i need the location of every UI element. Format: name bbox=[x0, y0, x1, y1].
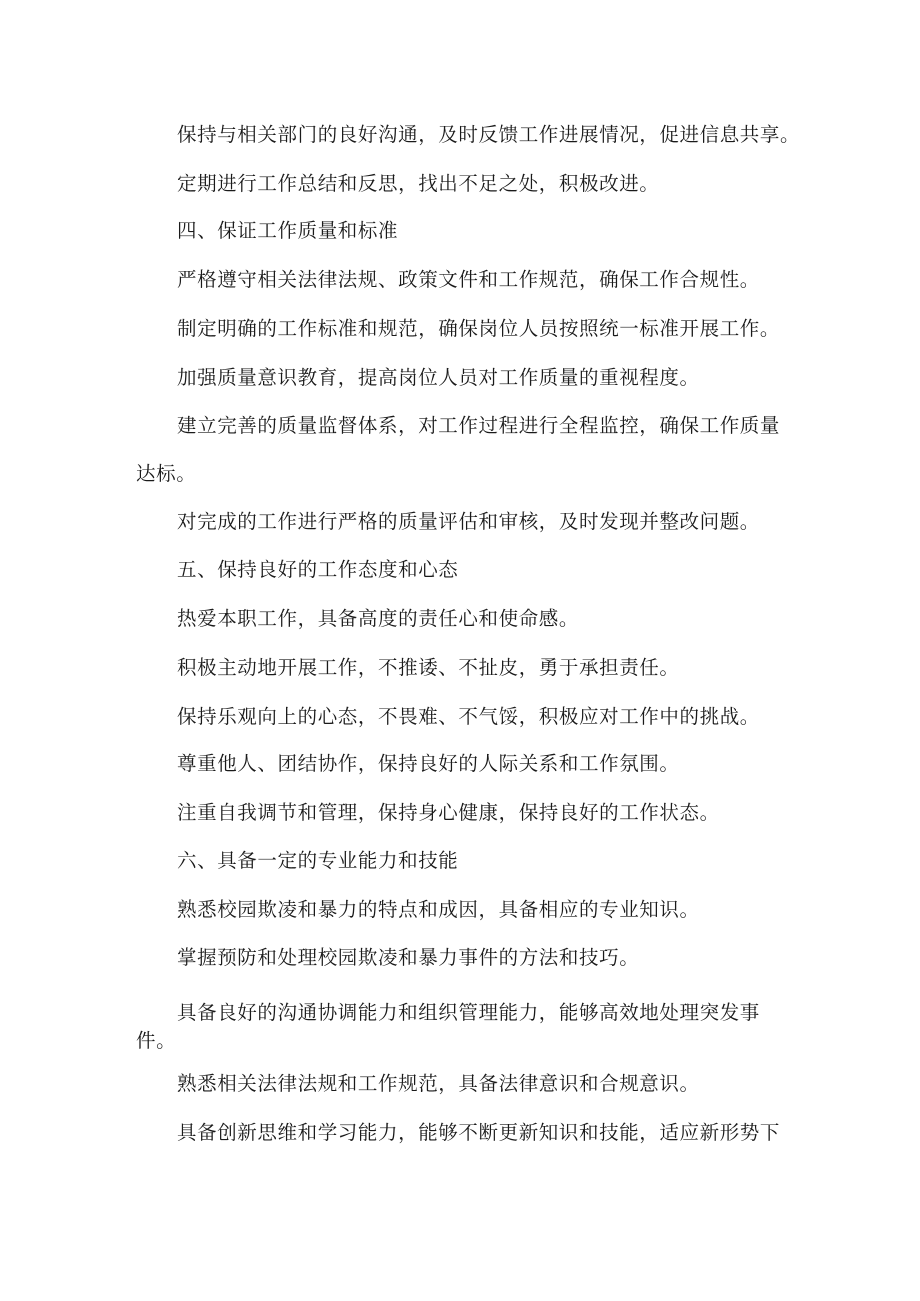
paragraph-line-continuation: 达标。 bbox=[136, 462, 197, 485]
paragraph-line: 积极主动地开展工作，不推诿、不扯皮，勇于承担责任。 bbox=[177, 656, 680, 679]
paragraph-line: 建立完善的质量监督体系，对工作过程进行全程监控，确保工作质量 bbox=[177, 414, 781, 437]
paragraph-line: 严格遵守相关法律法规、政策文件和工作规范，确保工作合规性。 bbox=[177, 268, 760, 291]
paragraph-line: 熟悉校园欺凌和暴力的特点和成因，具备相应的专业知识。 bbox=[177, 898, 700, 921]
paragraph-line: 注重自我调节和管理，保持身心健康，保持良好的工作状态。 bbox=[177, 801, 720, 824]
paragraph-line-continuation: 件。 bbox=[136, 1029, 177, 1052]
paragraph-line: 制定明确的工作标准和规范，确保岗位人员按照统一标准开展工作。 bbox=[177, 317, 781, 340]
paragraph-line: 掌握预防和处理校园欺凌和暴力事件的方法和技巧。 bbox=[177, 946, 640, 969]
section-heading: 四、保证工作质量和标准 bbox=[177, 219, 399, 242]
paragraph-line: 具备良好的沟通协调能力和组织管理能力，能够高效地处理突发事 bbox=[177, 1001, 760, 1024]
paragraph-line: 对完成的工作进行严格的质量评估和审核，及时发现并整改问题。 bbox=[177, 510, 760, 533]
paragraph-line: 热爱本职工作，具备高度的责任心和使命感。 bbox=[177, 607, 580, 630]
paragraph-line: 定期进行工作总结和反思，找出不足之处，积极改进。 bbox=[177, 172, 660, 195]
section-heading: 五、保持良好的工作态度和心态 bbox=[177, 558, 459, 581]
paragraph-line: 保持与相关部门的良好沟通，及时反馈工作进展情况，促进信息共享。 bbox=[177, 123, 801, 146]
paragraph-line: 保持乐观向上的心态，不畏难、不气馁，积极应对工作中的挑战。 bbox=[177, 705, 760, 728]
paragraph-line: 熟悉相关法律法规和工作规范，具备法律意识和合规意识。 bbox=[177, 1072, 700, 1095]
paragraph-line: 尊重他人、团结协作，保持良好的人际关系和工作氛围。 bbox=[177, 752, 680, 775]
paragraph-line: 具备创新思维和学习能力，能够不断更新知识和技能，适应新形势下 bbox=[177, 1121, 781, 1144]
section-heading: 六、具备一定的专业能力和技能 bbox=[177, 849, 459, 872]
paragraph-line: 加强质量意识教育，提高岗位人员对工作质量的重视程度。 bbox=[177, 366, 700, 389]
